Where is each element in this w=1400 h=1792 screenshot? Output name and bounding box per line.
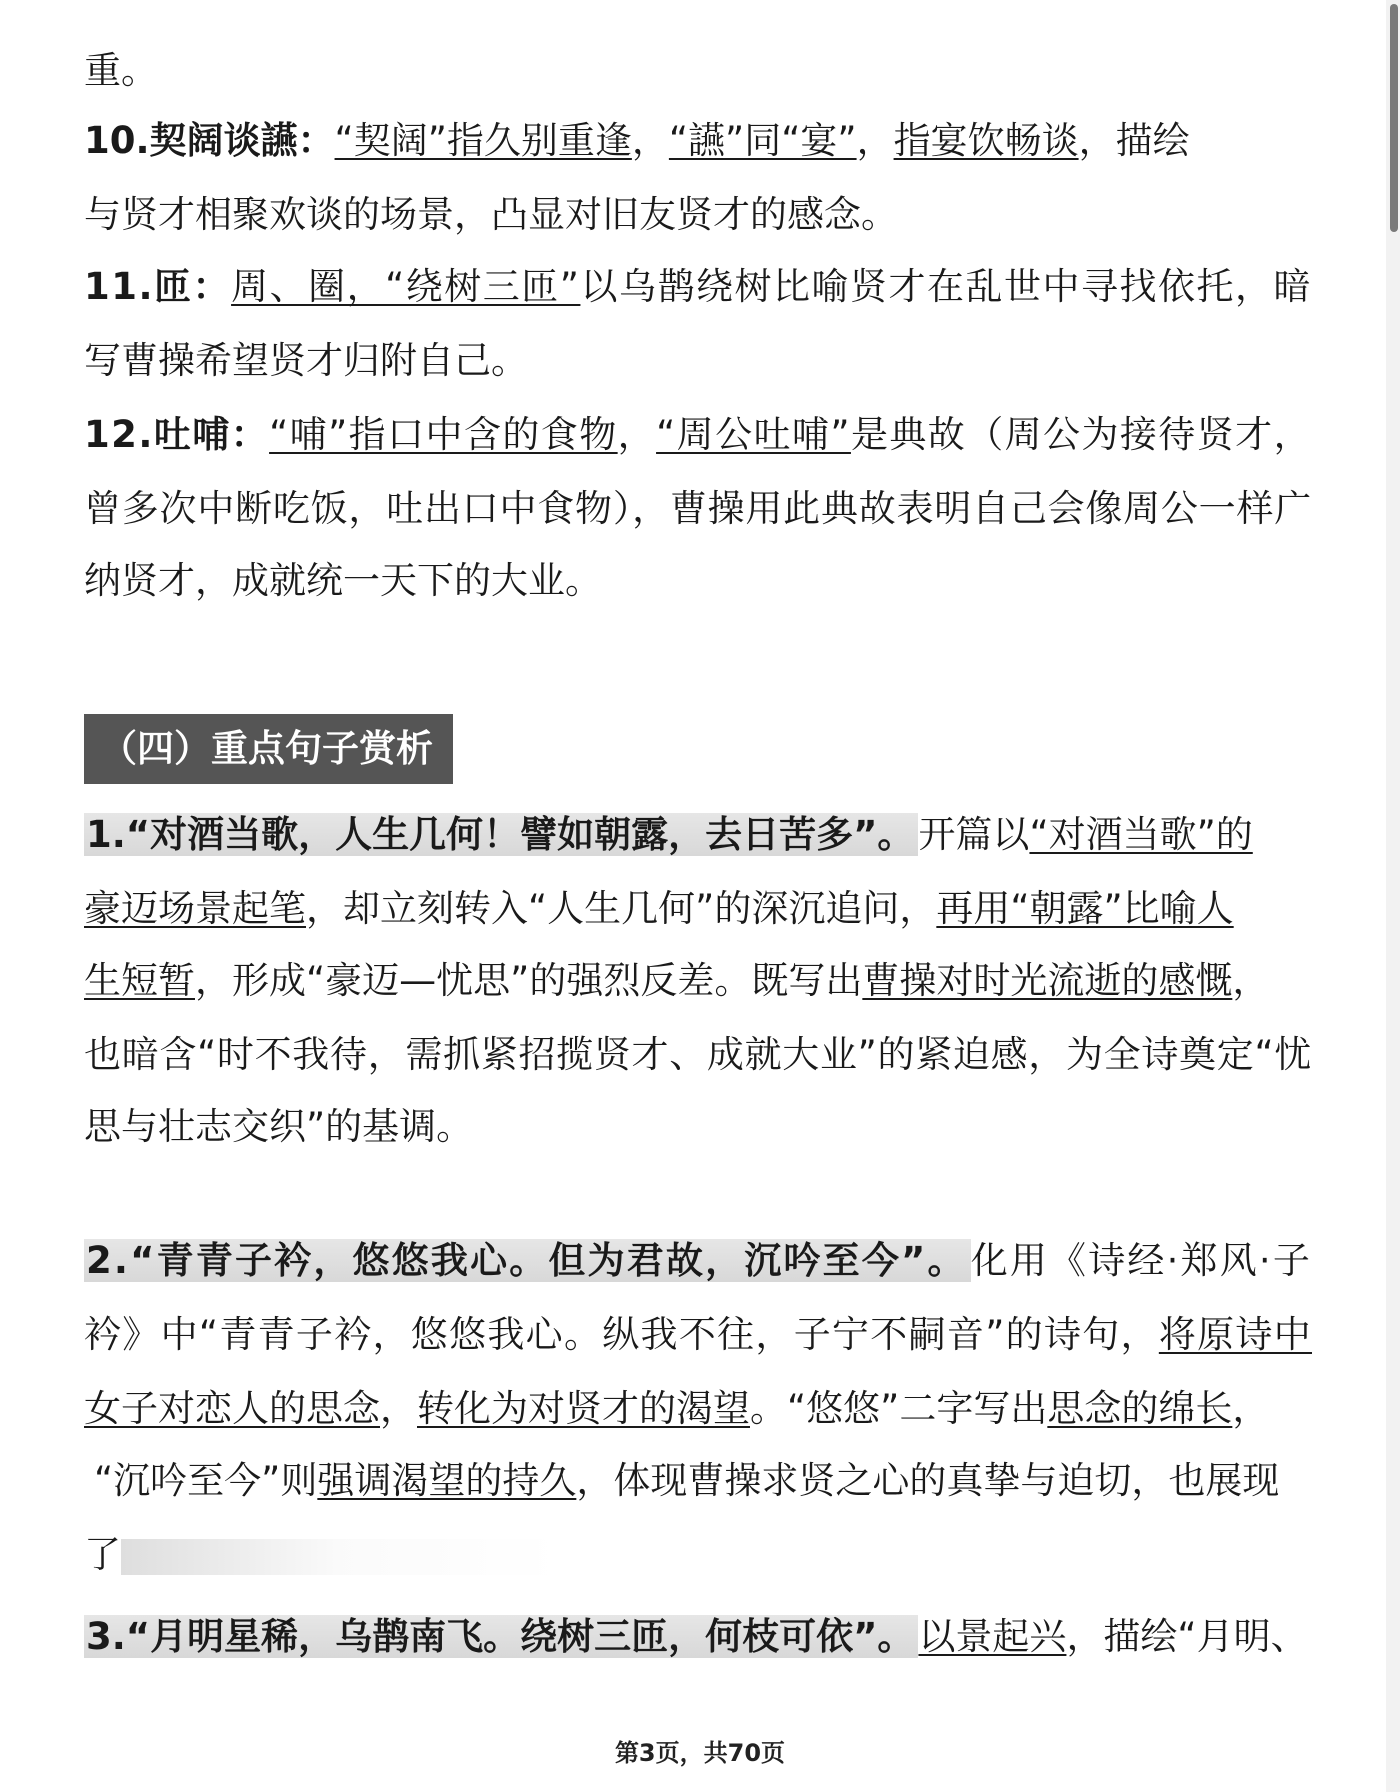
section-heading: （四）重点句子赏析 xyxy=(84,714,453,784)
text-segment: ，描绘“月明、 xyxy=(1066,1615,1308,1658)
text-line xyxy=(84,262,1312,312)
text-segment: ， xyxy=(856,119,894,162)
text-segment: ， xyxy=(631,119,669,162)
text-line xyxy=(94,1456,1279,1506)
underlined-text: 以景起兴 xyxy=(918,1615,1067,1658)
blurred-region xyxy=(121,1539,561,1575)
text-segment: ，体现曹操求贤之心的真挚与迫切，也展现 xyxy=(576,1459,1280,1502)
text-line xyxy=(84,190,898,240)
text-segment: ，却立刻转入“人生几何”的深沉追问， xyxy=(306,887,937,930)
text-segment: 了 xyxy=(84,1533,121,1576)
scrollbar-thumb[interactable] xyxy=(1390,4,1398,232)
text-segment: 重。 xyxy=(84,49,158,92)
text-segment: 也暗含“时不我待，需抓紧招揽贤才、成就大业”的紧迫感，为全诗奠定“忧 xyxy=(84,1033,1312,1076)
text-segment: 与贤才相聚欢谈的场景，凸显对旧友贤才的感念。 xyxy=(84,193,898,236)
text-segment: 是典故（周公为接待贤才， xyxy=(850,413,1312,456)
underlined-text: 再用“朝露”比喻人 xyxy=(936,887,1234,930)
underlined-text: “对酒当歌”的 xyxy=(1029,813,1253,856)
underlined-text: “哺”指口中含的食物 xyxy=(269,413,618,456)
text-segment: ， xyxy=(380,1387,417,1430)
highlighted-sentence: 2.“青青子衿，悠悠我心。但为君故，沉吟至今”。 xyxy=(84,1239,971,1282)
text-line xyxy=(84,1384,1269,1434)
text-segment: ，形成“豪迈—忧思”的强烈反差。既写出 xyxy=(195,959,863,1002)
text-segment: 曾多次中断吃饭，吐出口中食物），曹操用此典故表明自己会像周公一样广 xyxy=(84,487,1312,530)
text-line xyxy=(84,556,602,606)
text-line xyxy=(84,1310,1312,1360)
term-label: 10.契阔谈讌： xyxy=(84,119,335,162)
text-line xyxy=(84,410,1312,460)
underlined-text: 曹操对时光流逝的感慨 xyxy=(862,959,1233,1002)
text-line xyxy=(84,956,1269,1006)
text-segment: “沉吟至今”则 xyxy=(94,1459,318,1502)
text-line xyxy=(84,1236,1312,1286)
underlined-text: 豪迈场景起笔 xyxy=(84,887,306,930)
scrollbar[interactable] xyxy=(1386,0,1400,1792)
text-segment: 化用《诗经·郑风·子 xyxy=(970,1239,1312,1282)
text-segment: 纳贤才，成就统一天下的大业。 xyxy=(84,559,602,602)
text-line xyxy=(84,810,1253,860)
text-segment: ， xyxy=(617,413,657,456)
page-number: 第3页，共70页 xyxy=(614,1739,786,1767)
text-segment: 思与壮志交织”的基调。 xyxy=(84,1105,474,1148)
text-segment: 以乌鹊绕树比喻贤才在乱世中寻找依托，暗 xyxy=(580,265,1312,308)
text-line xyxy=(84,116,1190,166)
text-line xyxy=(84,336,528,386)
underlined-text: 将原诗中 xyxy=(1158,1313,1312,1356)
underlined-text: 转化为对贤才的渴望 xyxy=(417,1387,750,1430)
text-line xyxy=(84,1530,561,1580)
text-segment: 写曹操希望贤才归附自己。 xyxy=(84,339,528,382)
underlined-text: 女子对恋人的思念 xyxy=(84,1387,380,1430)
text-line xyxy=(84,1612,1308,1662)
term-label: 11.匝： xyxy=(84,265,232,308)
text-line xyxy=(84,884,1234,934)
underlined-text: 思念的绵长 xyxy=(1047,1387,1233,1430)
underlined-text: 生短暂 xyxy=(84,959,195,1002)
underlined-text: 周、圈，“绕树三匝” xyxy=(231,265,581,308)
underlined-text: “讌”同“宴” xyxy=(668,119,857,162)
text-segment: ， xyxy=(1232,1387,1270,1430)
text-segment: ，描绘 xyxy=(1078,119,1190,162)
text-line xyxy=(84,46,158,96)
text-line xyxy=(84,484,1312,534)
text-line xyxy=(84,1102,473,1152)
term-label: 12.吐哺： xyxy=(84,413,270,456)
highlighted-sentence: 1.“对酒当歌，人生几何！譬如朝露，去日苦多”。 xyxy=(84,813,918,856)
underlined-text: 强调渴望的持久 xyxy=(317,1459,577,1502)
underlined-text: “周公吐哺” xyxy=(656,413,851,456)
underlined-text: 指宴饮畅谈 xyxy=(893,119,1079,162)
highlighted-sentence: 3.“月明星稀，乌鹊南飞。绕树三匝，何枝可依”。 xyxy=(84,1615,918,1658)
text-segment: 。“悠悠”二字写出 xyxy=(750,1387,1048,1430)
text-segment: 开篇以 xyxy=(918,813,1030,856)
text-segment: 衿》中“青青子衿，悠悠我心。纵我不往，子宁不嗣音”的诗句， xyxy=(84,1313,1159,1356)
text-segment: ， xyxy=(1232,959,1270,1002)
underlined-text: “契阔”指久别重逢 xyxy=(334,119,632,162)
text-line xyxy=(84,1030,1312,1080)
